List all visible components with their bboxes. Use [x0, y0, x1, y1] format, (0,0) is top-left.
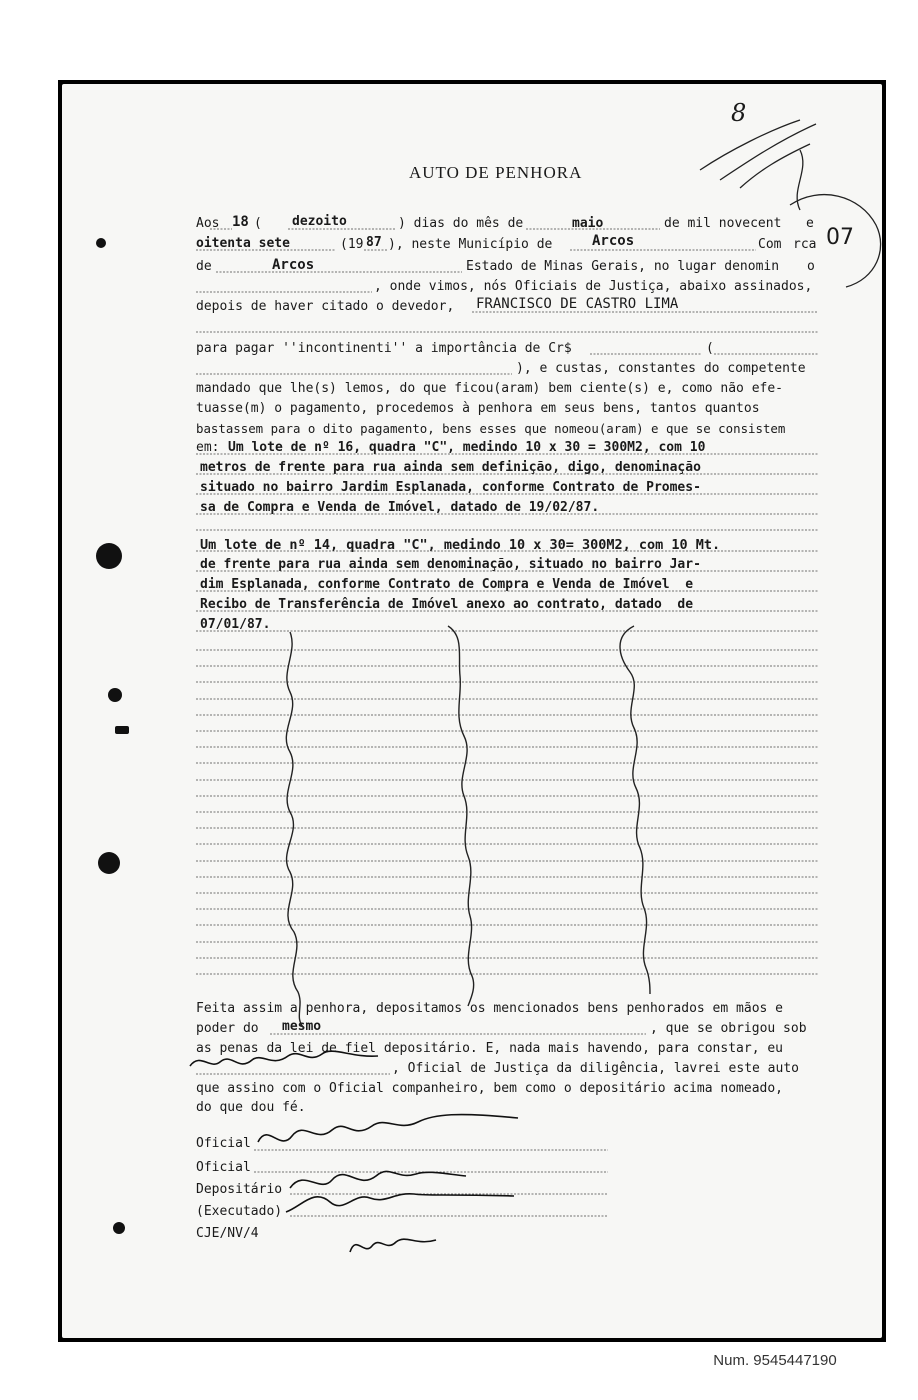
line8: mandado que lhe(s) lemos, do que ficou(aram) bem ciente(s) e, como não efe- [196, 381, 783, 396]
comarca: Arcos [272, 257, 315, 273]
page-number-mark: 8 [731, 99, 747, 127]
line6-post: ( [706, 341, 714, 356]
depositary-label: Depositário [196, 1182, 283, 1197]
closing-line4: , Oficial de Justiça da diligência, lavrei este auto [392, 1061, 799, 1076]
closing-line3: as penas da lei de fiel depositário. E, nada mais havendo, para constar, eu [196, 1041, 783, 1056]
line6-pre: para pagar ''incontinenti'' a importância de Cr$ [196, 341, 572, 356]
closing-line6: do que dou fé. [196, 1100, 306, 1115]
line1-mid: ) dias do mês de [398, 216, 524, 231]
punch-hole [96, 238, 106, 248]
debtor-name: FRANCISCO DE CASTRO LIMA [476, 296, 679, 312]
line3-post: Estado de Minas Gerais, no lugar denomin [466, 259, 780, 274]
line11-pre: em: [196, 440, 220, 455]
year: 87 [366, 235, 382, 250]
goods-line: 07/01/87. [200, 617, 271, 632]
goods-line: Um lote de nº 14, quadra "C", medindo 10 x 30= 300M2, com 10 Mt. [200, 537, 721, 553]
punch-hole [115, 726, 129, 734]
goods-line: Recibo de Transferência de Imóvel anexo ao contrato, datado de [200, 597, 694, 612]
city: Arcos [592, 233, 635, 249]
month: maio [572, 216, 604, 231]
day-words: dezoito [292, 214, 347, 229]
line7: ), e custas, constantes do competente [516, 361, 806, 376]
line3-cont: o [807, 259, 815, 274]
line1-pre: Aos [196, 216, 220, 231]
punch-hole [98, 852, 120, 874]
line5-pre: depois de haver citado o devedor, [196, 299, 455, 314]
line2-post: Com [758, 237, 782, 252]
document-title: AUTO DE PENHORA [409, 163, 583, 182]
executed-label: (Executado) [196, 1204, 283, 1219]
punch-hole [113, 1222, 125, 1234]
line10: bastassem para o dito pagamento, bens esses que nomeou(aram) e que se consistem [196, 421, 786, 436]
closing-line1: Feita assim a penhora, depositamos os mencionados bens penhorados em mãos e [196, 1001, 783, 1016]
punch-hole [108, 688, 122, 702]
depositary-name: mesmo [282, 1019, 322, 1034]
closing-line5: que assino com o Oficial companheiro, bem como o depositário acima nomeado, [196, 1081, 783, 1096]
closing-line2-post: , que se obrigou sob [650, 1021, 807, 1036]
line2-paren: (19 [340, 237, 364, 252]
line1-cont: e [806, 216, 814, 231]
goods-line: metros de frente para rua ainda sem definição, digo, denominação [200, 460, 701, 475]
day-number: 18 [232, 214, 249, 230]
line1-post: de mil novecent [664, 216, 782, 231]
line2-cont: rca [793, 237, 817, 252]
closing-line2-pre: poder do [196, 1021, 259, 1036]
line4: , onde vimos, nós Oficiais de Justiça, abaixo assinados, [374, 279, 813, 294]
document-number: Num. 9545447190 [713, 1352, 837, 1369]
line2-mid: ), neste Município de [388, 237, 553, 252]
line3-pre: de [196, 259, 212, 274]
line1-paren: ( [254, 216, 262, 231]
form-code: CJE/NV/4 [196, 1226, 259, 1241]
goods-line: situado no bairro Jardim Esplanada, conforme Contrato de Promes- [200, 480, 701, 495]
goods-line: de frente para rua ainda sem denominação, situado no bairro Jar- [200, 557, 701, 572]
stamp-number: 07 [826, 225, 854, 250]
goods-line: sa de Compra e Venda de Imóvel, datado de 19/02/87. [200, 500, 600, 515]
goods-line: dim Esplanada, conforme Contrato de Compra e Venda de Imóvel e [200, 577, 694, 592]
punch-hole [96, 543, 122, 569]
line9: tuasse(m) o pagamento, procedemos à penhora em seus bens, tantos quantos [196, 401, 760, 416]
goods-line: Um lote de nº 16, quadra "C", medindo 10 x 30 = 300M2, com 10 [228, 440, 706, 455]
official1-label: Oficial [196, 1136, 251, 1151]
year-words: oitenta sete [196, 236, 290, 251]
official2-label: Oficial [196, 1160, 251, 1175]
